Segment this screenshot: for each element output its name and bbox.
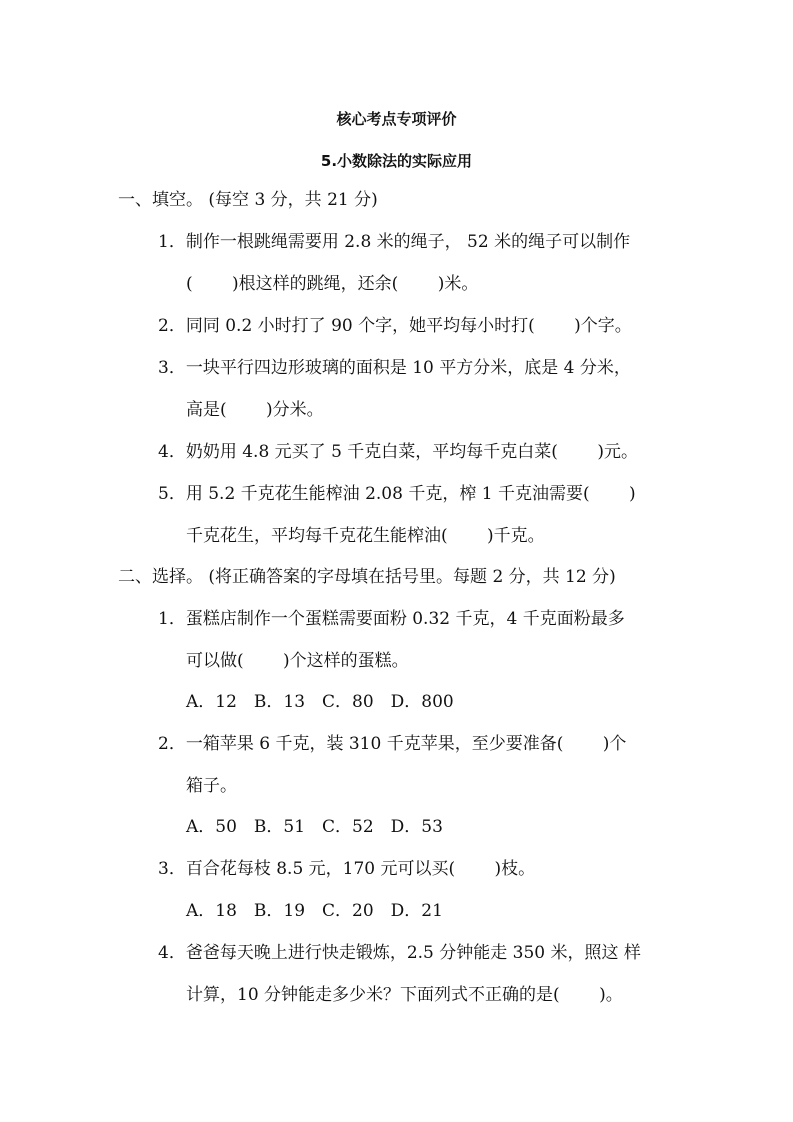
fill-q4: 4．奶奶用 4.8 元买了 5 千克白菜，平均每千克白菜( )元。 [158, 442, 638, 462]
section-1-heading: 一、填空。 (每空 3 分，共 21 分) [118, 190, 378, 210]
page-title: 核心考点专项评价 [336, 110, 457, 128]
fill-q5-line2: 千克花生，平均每千克花生能榨油( )千克。 [186, 526, 545, 546]
choice-q1-options: A．12 B．13 C．80 D．800 [186, 692, 454, 712]
choice-q2-options: A．50 B．51 C．52 D．53 [186, 817, 443, 837]
fill-q1-line2: ( )根这样的跳绳，还余( )米。 [186, 274, 479, 294]
choice-q1-line2: 可以做( )个这样的蛋糕。 [186, 651, 409, 671]
fill-q1-line1: 1．制作一根跳绳需要用 2.8 米的绳子， 52 米的绳子可以制作 [158, 232, 631, 252]
choice-q2-line1: 2．一箱苹果 6 千克，装 310 千克苹果，至少要准备( )个 [158, 734, 627, 754]
choice-q2-line2: 箱子。 [186, 776, 237, 796]
section-2-heading: 二、选择。 (将正确答案的字母填在括号里。每题 2 分，共 12 分) [118, 567, 616, 587]
choice-q1-line1: 1．蛋糕店制作一个蛋糕需要面粉 0.32 千克，4 千克面粉最多 [158, 609, 625, 629]
fill-q2: 2．同同 0.2 小时打了 90 个字，她平均每小时打( )个字。 [158, 316, 632, 336]
choice-q4-line2: 计算，10 分钟能走多少米？下面列式不正确的是( )。 [186, 985, 623, 1005]
fill-q3-line2: 高是( )分米。 [186, 400, 324, 420]
choice-q3-options: A．18 B．19 C．20 D．21 [186, 901, 443, 921]
fill-q3-line1: 3．一块平行四边形玻璃的面积是 10 平方分米，底是 4 分米， [158, 358, 631, 378]
choice-q3-line1: 3．百合花每枝 8.5 元，170 元可以买( )枝。 [158, 859, 536, 879]
page-subtitle: 5.小数除法的实际应用 [320, 152, 473, 170]
fill-q5-line1: 5．用 5.2 千克花生能榨油 2.08 千克，榨 1 千克油需要( ) [158, 484, 636, 504]
choice-q4-line1: 4．爸爸每天晚上进行快走锻炼，2.5 分钟能走 350 米，照这 样 [158, 943, 641, 963]
